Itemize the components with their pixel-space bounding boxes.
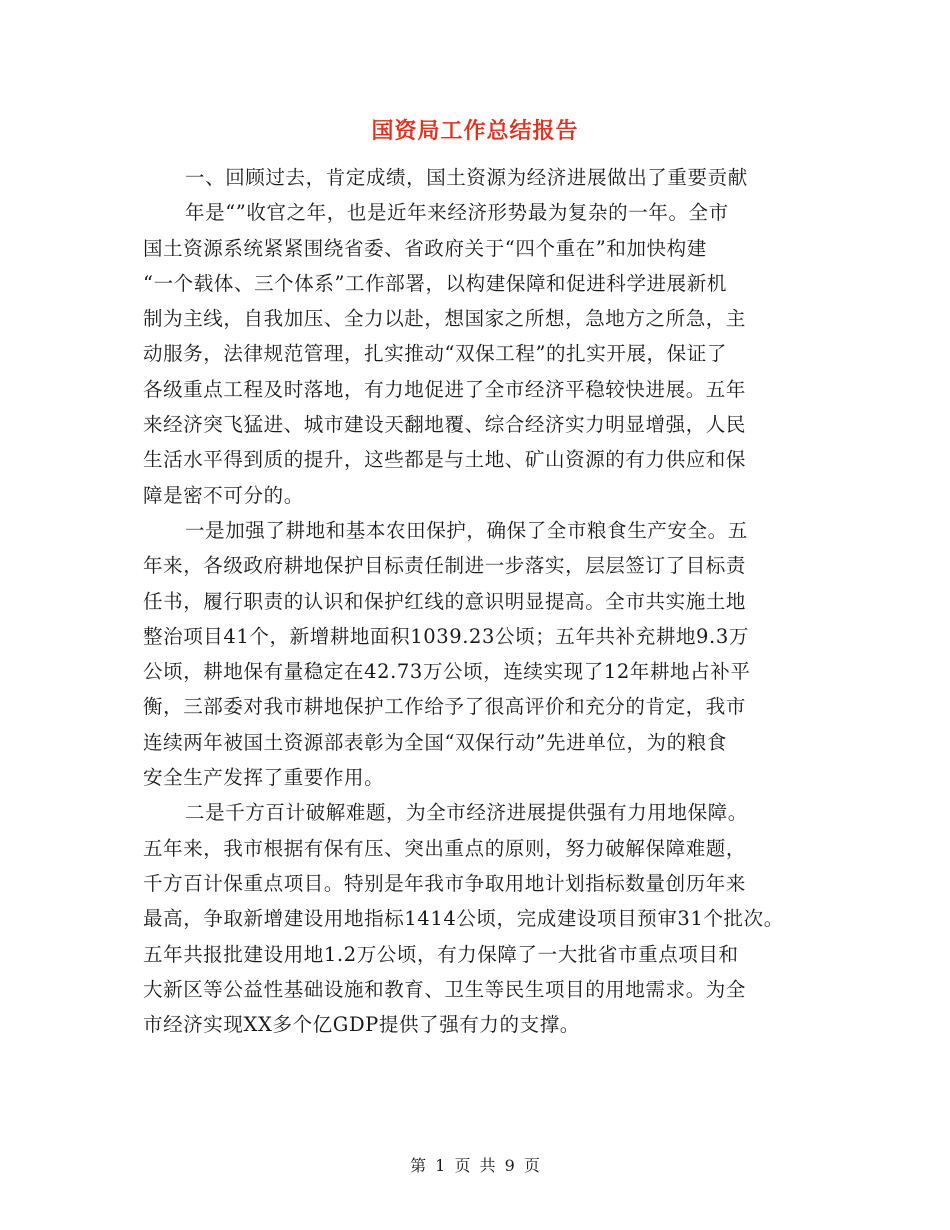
- document-title: 国资局工作总结报告: [371, 119, 579, 144]
- body-line: 障是密不可分的。: [143, 483, 304, 507]
- body-line: 安全生产发挥了重要作用。: [143, 766, 385, 790]
- body-line: 衡，三部委对我市耕地保护工作给予了很高评价和充分的肯定，我市: [143, 695, 747, 719]
- body-line: 一、回顾过去，肯定成绩，国土资源为经济进展做出了重要贡献: [185, 166, 748, 189]
- body-line: 二是千方百计破解难题，为全市经济进展提供强有力用地保障。: [185, 801, 748, 825]
- body-line: 制为主线，自我加压、全力以赴，想国家之所想，急地方之所急，主: [143, 307, 747, 331]
- body-line: 国土资源系统紧紧围绕省委、省政府关于“四个重在”和加快构建: [143, 236, 707, 260]
- body-line: 动服务，法律规范管理，扎实推动“双保工程”的扎实开展，保证了: [143, 342, 727, 366]
- body-line: 市经济实现XX多个亿GDP提供了强有力的支撑。: [143, 1013, 580, 1037]
- body-line: 来经济突飞猛进、城市建设天翻地覆、综合经济实力明显增强，人民: [143, 413, 747, 437]
- body-line: 整治项目41个，新增耕地面积1039.23公顷；五年共补充耕地9.3万: [143, 624, 749, 648]
- body-line: “一个载体、三个体系”工作部署，以构建保障和促进科学进展新机: [143, 271, 727, 295]
- body-line: 年是“”收官之年，也是近年来经济形势最为复杂的一年。全市: [185, 201, 729, 225]
- body-line: 任书，履行职责的认识和保护红线的意识明显提高。全市共实施土地: [143, 589, 747, 613]
- body-line: 公顷，耕地保有量稳定在42.73万公顷，连续实现了12年耕地占补平: [143, 660, 751, 684]
- body-line: 千方百计保重点项目。特别是年我市争取用地计划指标数量创历年来: [143, 871, 747, 895]
- body-line: 连续两年被国土资源部表彰为全国“双保行动”先进单位，为的粮食: [143, 730, 727, 754]
- body-line: 大新区等公益性基础设施和教育、卫生等民生项目的用地需求。为全: [143, 977, 747, 1001]
- body-line: 一是加强了耕地和基本农田保护，确保了全市粮食生产安全。五: [185, 518, 748, 542]
- body-line: 年来，各级政府耕地保护目标责任制进一步落实，层层签订了目标责: [143, 554, 747, 578]
- page-footer: 第 1 页 共 9 页: [410, 1156, 540, 1175]
- document-body: [143, 160, 843, 1042]
- body-line: 五年来，我市根据有保有压、突出重点的原则，努力破解保障难题，: [143, 836, 747, 860]
- body-line: 最高，争取新增建设用地指标1414公顷，完成建设项目预审31个批次。: [143, 907, 784, 931]
- body-line: 生活水平得到质的提升，这些都是与土地、矿山资源的有力供应和保: [143, 448, 747, 472]
- body-line: 各级重点工程及时落地，有力地促进了全市经济平稳较快进展。五年: [143, 377, 747, 401]
- body-line: 五年共报批建设用地1.2万公顷，有力保障了一大批省市重点项目和: [143, 942, 739, 966]
